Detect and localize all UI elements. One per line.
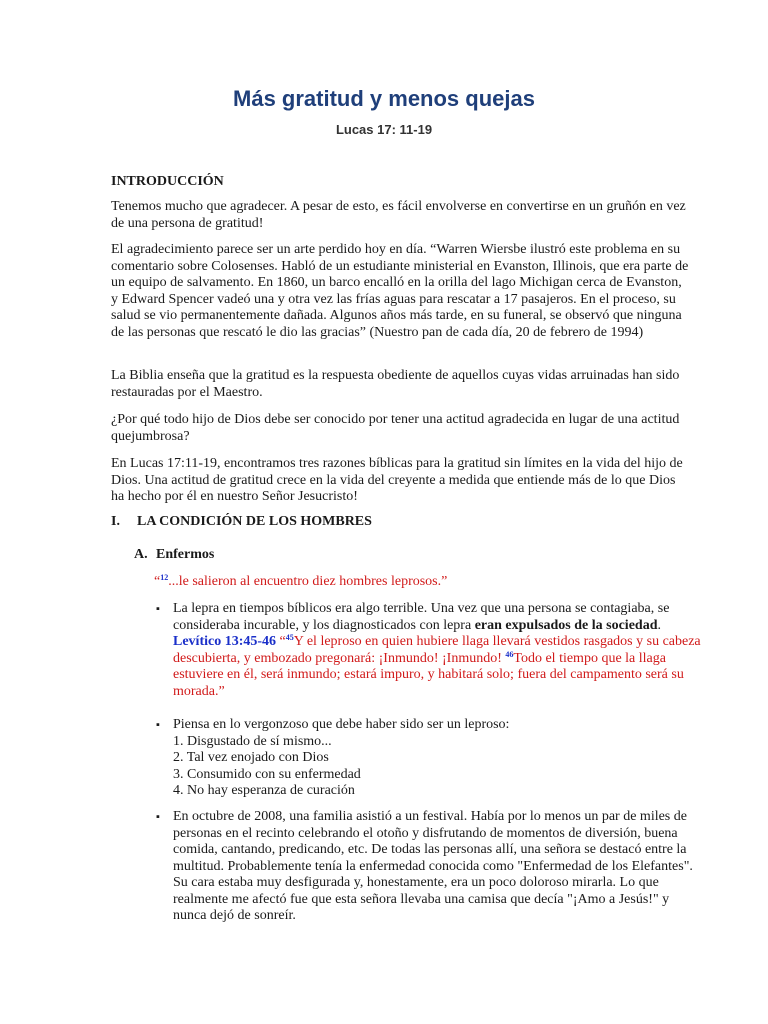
- page-title: Más gratitud y menos quejas: [233, 86, 535, 111]
- verse-number: 12: [160, 573, 169, 582]
- intro-paragraph-4: ¿Por qué todo hijo de Dios debe ser conocido por tener una actitud agradecida en lugar de una actitud quejumbrosa?: [111, 412, 680, 444]
- scripture-reference: Levítico 13:45-46: [173, 634, 277, 649]
- bullet-marker: ▪: [156, 811, 160, 823]
- intro-heading: INTRODUCCIÓN: [111, 174, 224, 189]
- scripture-quote: “$^{12}$...le salieron al encuentro diez hombres leprosos.”: [154, 573, 448, 589]
- list-item: 3. Consumido con su enfermedad: [173, 766, 361, 782]
- scripture-text: Todo el tiempo que la llaga estuviere en él, será inmundo; estará impuro, y habitará solo; fuera del campamento será su morada.”: [173, 650, 684, 699]
- section-number: I.: [111, 514, 120, 529]
- page-subtitle: Lucas 17: 11-19: [335, 122, 433, 137]
- intro-paragraph-1: Tenemos mucho que agradecer. A pesar de esto, es fácil envolverse en convertirse en un gruñón en vez de una persona de gratitud!: [111, 199, 686, 231]
- bullet-shame-list: [173, 717, 703, 800]
- list-item: 4. No hay esperanza de curación: [173, 783, 355, 798]
- bullet-festival-story: En octubre de 2008, una familia asistió a un festival. Había por lo menos un par de miles de personas en el recinto celebrando el otoño y disfrutando de momentos de diversión, buena comida, cantando, predicando, etc. De todas las personas allí, una señora se destacó entre la multitud. Probablemente tenía la enfermedad conocida como "Enfermedad de los Elefantes". Su cara estaba muy desfigurada y, honestamente, era un poco doloroso mirarla. Lo que realmente me afectó fue que esta señora llevaba una camisa que decía "¡Amo a Jesús!" y nunca dejó de sonreír.: [173, 809, 693, 923]
- list-item: 2. Tal vez enojado con Dios: [173, 750, 329, 765]
- bullet-marker: ▪: [156, 603, 160, 615]
- intro-paragraph-3: La Biblia enseña que la gratitud es la respuesta obediente de aquellos cuyas vidas arruinadas han sido restauradas por el Maestro.: [111, 368, 680, 400]
- subsection-letter: A.: [134, 547, 148, 562]
- scripture-text: Y el leproso en quien hubiere llaga llevará vestidos rasgados y su cabeza descubierta, y embozado pregonará: ¡Inmundo! ¡Inmundo!: [173, 634, 701, 666]
- intro-paragraph-5: En Lucas 17:11-19, encontramos tres razones bíblicas para la gratitud sin límites en la vida del hijo de Dios. Una actitud de gratitud crece en la vida del creyente a medida que entiende más de lo que Dios ha hecho por él en nuestro Señor Jesucristo!: [111, 456, 683, 504]
- subsection-title: Enfermos: [156, 547, 215, 562]
- bullet-marker: ▪: [156, 719, 160, 731]
- list-intro: Piensa en lo vergonzoso que debe haber sido ser un leproso:: [173, 717, 510, 732]
- emphasis-text: eran expulsados de la sociedad: [474, 617, 658, 633]
- bullet-leprosy-paragraph: La lepra en tiempos bíblicos era algo terrible. Una vez que una persona se contagiaba, se consideraba incurable, y los diagnosticados con lepra eran expulsados de la sociedad. Levítico 13:45-46 “$^{45}$Y el leproso en quien hubiere llaga llevará vestidos rasgados y su cabeza descubierta, y embozado pregonará: ¡Inmundo! ¡Inmundo! $^{46}$Todo el tiempo que la llaga estuviere en él, será inmundo; estará impuro, y habitará solo; fuera del campamento será su morada.”: [173, 601, 701, 699]
- intro-paragraph-2: El agradecimiento parece ser un arte perdido hoy en día. “Warren Wiersbe ilustró este problema en su comentario sobre Colosenses. Habló de un estudiante ministerial en Evanston, Illinois, que era parte de un equipo de salvamento. En 1860, un barco encalló en la orilla del lago Michigan cerca de Evanston, y Edward Spencer vadeó una y otra vez las frías aguas para rescatar a 17 pasajeros. En el proceso, su salud se vio permanentemente dañada. Algunos años más tarde, en su funeral, se observó que ninguna de las personas que rescató le dio las gracias” (Nuestro pan de cada día, 20 de febrero de 1994): [111, 242, 689, 340]
- section-title: LA CONDICIÓN DE LOS HOMBRES: [137, 514, 372, 529]
- list-item: 1. Disgustado de sí mismo...: [173, 733, 332, 749]
